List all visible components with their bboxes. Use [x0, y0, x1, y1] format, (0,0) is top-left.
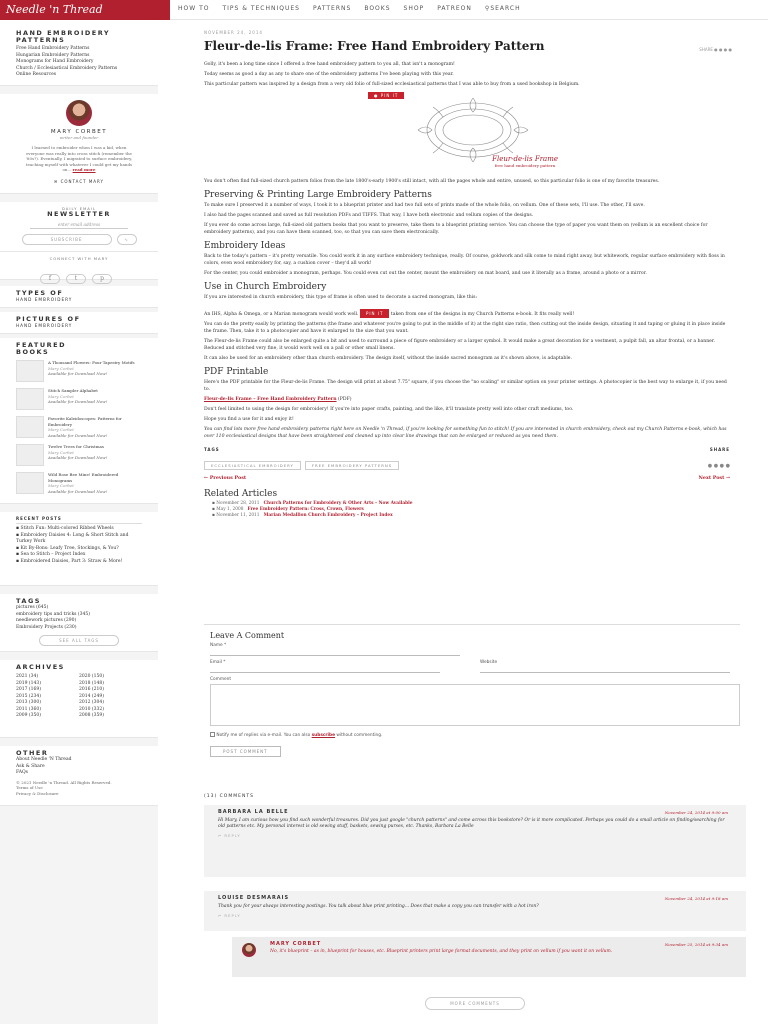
share-label: SHARE	[709, 447, 730, 452]
comment-date: November 24, 2014 at 9:18 am	[664, 896, 728, 901]
recent-post-link[interactable]: ▪ Sea to Stitch – Project Index	[16, 552, 86, 557]
featured-book[interactable]	[16, 444, 142, 466]
other-title: OTHER	[16, 749, 49, 757]
related-title-link[interactable]: Marian Medallion Church Embroidery – Project Index	[263, 513, 393, 518]
pattern-image	[374, 92, 558, 172]
comment-label: Comment	[210, 677, 232, 682]
email-input[interactable]	[210, 665, 440, 673]
paragraph: The Fleur-de-lis Frame could also be enlarged quite a bit and used to surround a piece of figure embroidery or a larger symbol. It would make a great decoration for a vestment, a pulpit fall, an altar frontal, or a banner. Reduced and stitched very fine, it would work well on a pall or other small linens.	[204, 339, 716, 351]
featured-book[interactable]	[16, 388, 142, 410]
pattern-caption: Fleur-de-lis Frame free hand embroidery pattern	[492, 155, 558, 168]
book-availability: Available for Download Now!	[48, 371, 108, 376]
other-link[interactable]: FAQs	[16, 770, 28, 775]
paragraph: You can find lots more free hand embroidery patterns right here on Needle 'n Thread, if you're looking for something fun to stitch! If you are interested in church embroidery, check out my Church Patterns e-book, which has over 110 ecclesiastical designs that have been straightened and cleaned up into clear line drawings that can be enlarged or reduced as you need them.	[204, 427, 727, 439]
name-input[interactable]	[210, 648, 460, 656]
book-availability: Available for Download Now!	[48, 455, 108, 460]
book-availability: Available for Download Now!	[48, 432, 108, 438]
nav-tips[interactable]: TIPS & TECHNIQUES	[222, 5, 300, 12]
paragraph: An IHS, Alpha & Omega, or a Marian monogram would work well. PIN IT taken from one of the designs in my Church Patterns e-book. It fits really well!	[204, 311, 575, 317]
paragraph: This particular pattern was inspired by a design from a very old folio of full-sized ecclesiastical patterns that I was able to buy from a used bookshop in Belgium.	[204, 82, 580, 87]
sidebar-patterns-panel	[0, 26, 158, 86]
tag-button[interactable]: FREE EMBROIDERY PATTERNS	[305, 461, 399, 470]
reply-link[interactable]: ↩ REPLY	[218, 833, 241, 839]
recent-posts-panel	[0, 512, 158, 586]
types-subtitle: HAND EMBROIDERY	[16, 297, 73, 302]
archives-panel	[0, 660, 158, 738]
privacy-link[interactable]: Privacy & Disclosure	[16, 790, 59, 796]
featured-title: FEATURED	[16, 341, 66, 349]
archives-title: ARCHIVES	[16, 663, 65, 671]
archive-link[interactable]: 2015 (234)	[16, 693, 41, 699]
archive-link[interactable]: 2012 (304)	[79, 700, 104, 705]
section-heading: PDF Printable	[204, 367, 269, 377]
website-input[interactable]	[480, 665, 730, 673]
newsletter-panel	[0, 202, 158, 252]
featured-book[interactable]	[16, 360, 142, 382]
pin-it-button[interactable]: PIN IT	[360, 309, 389, 318]
next-post-link[interactable]: Next Post →	[698, 475, 730, 481]
notify-row: Notify me of replies via e-mail. You can also subscribe without commenting.	[210, 732, 740, 738]
book-author: Mary Corbet	[48, 393, 74, 399]
author-name: MARY CORBET	[50, 129, 108, 135]
types-title: TYPES OF	[16, 289, 64, 297]
recent-post-link[interactable]: ▪ Embroidery Daisies 4: Long & Short Stitch and Turkey Work	[16, 532, 129, 544]
nav-search[interactable]: ⚲SEARCH	[484, 5, 521, 12]
pictures-title: PICTURES OF	[16, 315, 81, 323]
recent-post-link[interactable]: ▪ Stitch Fun: Multi-colored Ribbed Wheels	[16, 526, 114, 531]
archive-link[interactable]: 2017 (169)	[16, 687, 41, 692]
other-panel	[0, 746, 158, 806]
book-title: Stitch Sampler Alphabet	[48, 388, 98, 393]
comment	[204, 891, 746, 931]
sidebar-patterns-title: HAND EMBROIDERY PATTERNS	[16, 29, 111, 44]
nav-patreon[interactable]: PATREON	[437, 5, 472, 12]
featured-subtitle: BOOKS	[16, 348, 50, 356]
recent-title: RECENT POSTS	[16, 516, 142, 524]
rss-icon[interactable]: ∿	[117, 234, 137, 245]
pdf-download-link[interactable]: Fleur-de-lis Frame – Free Hand Embroidery Pattern	[204, 397, 337, 402]
paragraph: Golly, it's been a long time since I offered a free hand embroidery pattern to you all, that isn't a monogram!	[204, 62, 455, 67]
site-logo[interactable]: Needle 'n Thread	[0, 0, 170, 20]
search-icon: ⚲	[484, 5, 491, 12]
other-link[interactable]: About Needle 'N Thread	[16, 757, 72, 762]
paragraph: Hope you find a use for it and enjoy it!	[204, 417, 294, 422]
archive-link[interactable]: 2016 (210)	[79, 687, 104, 692]
paragraph: To make sure I preserved it a number of ways, I took it to a blueprint printer and had two full sets of prints made of the whole folio, on vellum. One of these sets, I'll use. The other, I'll save.	[204, 203, 645, 208]
section-heading: Embroidery Ideas	[204, 241, 286, 251]
related-title-link[interactable]: Free Embroidery Pattern: Cross, Crown, Flowers	[247, 507, 364, 512]
share-bar: SHARE ● ● ● ●	[699, 47, 732, 52]
tags-panel	[0, 594, 158, 652]
section-heading: Use in Church Embroidery	[204, 282, 327, 292]
book-author: Mary Corbet	[48, 449, 74, 455]
book-availability: Available for Download Now!	[48, 399, 108, 404]
comment-form	[182, 624, 768, 757]
email-input[interactable]: enter email address	[30, 222, 128, 229]
avatar	[242, 943, 256, 957]
terms-link[interactable]: Terms of Use	[16, 785, 43, 790]
pinterest-icon[interactable]: ●	[714, 47, 718, 52]
post-date: NOVEMBER 24, 2014	[204, 30, 263, 35]
book-title: A Thousand Flowers: Four Tapestry Motifs	[48, 360, 135, 365]
copyright: © 2021 Needle 'n Thread. All Rights Reserved.	[16, 779, 112, 785]
recent-post-link[interactable]: ▪ Kit By-Bons: Leafy Tree, Stockings, & You?	[16, 545, 119, 551]
name-label: Name *	[210, 643, 227, 648]
archive-link[interactable]: 2009 (350)	[16, 713, 41, 718]
archive-link[interactable]: 2018 (148)	[79, 680, 104, 686]
comment-reply	[232, 937, 746, 977]
notify-checkbox[interactable]	[210, 732, 215, 737]
book-cover	[16, 472, 44, 494]
nav-patterns[interactable]: PATTERNS	[312, 5, 352, 12]
comment-textarea[interactable]	[210, 684, 740, 726]
connect-panel	[0, 252, 158, 280]
related-article[interactable]: ▪ November 28, 2011 Church Patterns for Embroidery & Other Arts – Now Available	[212, 501, 413, 506]
tag-link[interactable]: needlework pictures (290)	[16, 618, 77, 623]
archive-link[interactable]: 2014 (249)	[79, 693, 104, 699]
tags-label: TAGS	[204, 447, 220, 452]
comment-author: BARBARA LA BELLE	[218, 809, 289, 815]
book-author: Mary Corbet	[48, 483, 74, 488]
reply-arrow-icon: ↩	[218, 913, 223, 919]
book-title: Twelve Trees for Christmas	[48, 444, 104, 449]
book-cover	[16, 416, 44, 438]
email-icon[interactable]: ●	[728, 47, 732, 52]
facebook-icon[interactable]: f	[40, 274, 60, 284]
archive-link[interactable]: 2021 (34)	[16, 674, 39, 679]
comment-author: MARY CORBET	[270, 941, 322, 947]
related-article[interactable]: ▪ May 1, 2008 Free Embroidery Pattern: Cross, Crown, Flowers	[212, 507, 364, 512]
paragraph: Today seems as good a day as any to share one of the embroidery patterns I've been playing with this year.	[204, 72, 454, 77]
pin-it-button[interactable]: ● PIN IT	[368, 92, 404, 99]
email-label: Email *	[210, 660, 226, 665]
tags-title: TAGS	[16, 597, 41, 605]
nav-books[interactable]: BOOKS	[364, 5, 391, 12]
tag-button[interactable]: ECCLESIASTICAL EMBROIDERY	[204, 461, 301, 470]
pinterest-icon[interactable]: p	[92, 274, 112, 284]
related-date: November 11, 2011	[216, 513, 260, 518]
comment-text: No, it's blueprint – as in, blueprint for houses, etc. Blueprint printers print large format documents, and they print on vellum if you want it on vellum.	[270, 949, 613, 954]
paragraph: Back to the today's pattern – it's pretty versatile. You could work it in any surface embroidery technique, really. Of course, goldwork and silk come to mind right away, but whitework, regular surface embroidery with floss in colors, even wool embroidery for, say, a cushion cover – they'd all work!	[204, 254, 725, 266]
comment-date: November 25, 2014 at 9:34 am	[664, 942, 728, 947]
comment-author: LOUISE DESMARAIS	[218, 895, 290, 901]
paragraph: Here's the PDF printable for the Fleur-de-lis Frame. The design will print at about 7.75" square, if you choose the "no scaling" or similar option on your printer settings. A photocopier is the best way to enlarge it, if you need to.	[204, 380, 727, 392]
archive-link[interactable]: 2020 (150)	[79, 674, 104, 679]
featured-book[interactable]	[16, 416, 142, 438]
book-author: Mary Corbet	[48, 427, 74, 432]
other-link[interactable]: Ask & Share	[16, 763, 45, 769]
post-title: Fleur-de-lis Frame: Free Hand Embroidery Pattern	[204, 39, 545, 53]
book-cover	[16, 388, 44, 410]
paragraph: For the center, you could embroider a monogram, perhaps. You could even cut out the center, mount the embroidery on mat board, and use it literally as a frame, around a photo or a mirror.	[204, 271, 647, 276]
related-date: November 28, 2011	[216, 501, 260, 506]
comment-text: Hi Mary, I am curious how you find such wonderful treasures. Did you just google "church patterns" and come across this bookstore? Or is it more complicated. Perhaps you could do a small article on finding/searching for old patterns etc. My personal interest is old sewing stuff, baskets, sewing purses, etc. Thanks, Barbara La Belle	[218, 818, 725, 830]
facebook-icon[interactable]: ●	[718, 47, 723, 52]
previous-post-link[interactable]: ← Previous Post	[204, 475, 247, 481]
pictures-panel[interactable]	[0, 312, 158, 334]
paragraph: I also had the pages scanned and saved as full resolution PDFs and TIFFS. That way, I have both electronic and vellum copies of the designs.	[204, 213, 534, 218]
main-content	[182, 26, 768, 1024]
twitter-icon[interactable]: t	[66, 274, 86, 284]
newsletter-title: NEWSLETTER	[47, 210, 111, 218]
book-cover	[16, 444, 44, 466]
section-heading: Preserving & Printing Large Embroidery Patterns	[204, 190, 432, 200]
comment-text: Thank you for your always interesting postings. You talk about blue print printing... Does that make a copy you can transfer with a hot iron?	[218, 904, 539, 909]
sidebar-link[interactable]: Church / Ecclesiastical Embroidery Patterns	[16, 65, 118, 71]
sidebar	[0, 26, 158, 1024]
archive-link[interactable]: 2008 (359)	[79, 713, 104, 718]
book-cover	[16, 360, 44, 382]
archive-link[interactable]: 2019 (143)	[16, 680, 41, 686]
reply-arrow-icon: ↩	[218, 833, 223, 839]
comments-section	[182, 794, 768, 1010]
top-navigation-bar	[0, 0, 768, 20]
archive-link[interactable]: 2013 (300)	[16, 700, 41, 705]
reply-link[interactable]: ↩ REPLY	[218, 913, 241, 919]
pdf-link-line: Fleur-de-lis Frame – Free Hand Embroidery Pattern (PDF)	[204, 397, 352, 402]
envelope-icon: ✉	[53, 178, 59, 184]
paragraph: If you are interested in church embroidery, this type of frame is often used to decorate a sacred monogram, like this:	[204, 295, 478, 300]
book-title: Favorite Kaleidoscopes: Patterns for Embroidery	[48, 416, 122, 427]
related-article[interactable]: ▪ November 11, 2011 Marian Medallion Church Embroidery – Project Index	[212, 513, 393, 518]
author-bio: I learned to embroider when I was a kid, when everyone was really into cross stitch (remember the '80s?). Eventually, I migrated to surface embroidery, teaching myself with whatever I could get my hands on... read more	[25, 145, 133, 172]
sidebar-link[interactable]: Online Resources	[16, 72, 57, 77]
tag-link[interactable]: Embroidery Projects (230)	[16, 624, 77, 630]
book-availability: Available for Download Now!	[48, 488, 108, 494]
paragraph: You can do the pretty easily by printing the patterns (the frame and whatever you're going to put in the middle of it) at the right size ratio, then cutting out the inside design, situating it and taping or gluing it in place inside the frame. Then, take it to a photocopier and have it enlarged to the size that you want.	[204, 322, 726, 334]
nav-shop[interactable]: SHOP	[403, 5, 425, 12]
article	[182, 26, 752, 519]
related-date: May 1, 2008	[216, 507, 244, 512]
read-more-link[interactable]: read more	[72, 167, 96, 172]
recent-post-link[interactable]: ▪ Embroidered Daisies, Part 3: Straw & More!	[16, 558, 123, 564]
paragraph: Don't feel limited to using the design for embroidery! If you're into paper crafts, painting, and the like, it'll translate pretty well into other craft mediums, too.	[204, 407, 574, 412]
tags-share-row	[182, 443, 752, 471]
newsletter-small-label: DAILY EMAIL	[61, 206, 97, 211]
comments-count: (13) COMMENTS	[204, 794, 254, 799]
comment	[204, 805, 746, 877]
nav-how-to[interactable]: HOW TO	[178, 5, 210, 12]
book-author: Mary Corbet	[48, 365, 74, 371]
featured-books-panel	[0, 338, 158, 504]
see-all-tags-button[interactable]: SEE ALL TAGS	[39, 635, 119, 646]
subscribe-link[interactable]: subscribe	[311, 733, 336, 738]
tag-link[interactable]: embroidery tips and tricks (345)	[16, 611, 91, 617]
main-nav	[178, 5, 521, 12]
subscribe-button[interactable]: SUBSCRIBE	[22, 234, 112, 245]
avatar	[66, 100, 92, 126]
website-label: Website	[480, 660, 498, 665]
related-title: Related Articles	[204, 489, 278, 499]
tag-link[interactable]: pictures (645)	[16, 605, 49, 610]
related-title-link[interactable]: Church Patterns for Embroidery & Other Arts – Now Available	[263, 501, 413, 506]
post-navigation	[182, 471, 752, 485]
connect-title: CONNECT WITH MARY	[49, 256, 109, 261]
types-panel[interactable]	[0, 286, 158, 308]
archive-link[interactable]: 2011 (360)	[16, 706, 41, 712]
pinterest-icon: ●	[374, 93, 379, 98]
post-comment-button[interactable]: POST COMMENT	[210, 746, 281, 757]
sidebar-link[interactable]: Monograms for Hand Embroidery	[16, 59, 94, 64]
featured-book[interactable]	[16, 472, 142, 494]
sidebar-link[interactable]: Hungarian Embroidery Patterns	[16, 52, 90, 58]
pictures-subtitle: HAND EMBROIDERY	[16, 323, 73, 328]
comment-date: November 24, 2014 at 9:00 am	[664, 810, 728, 815]
book-title: Wild Rose Bee Mine! Embroidered Monograms	[48, 472, 119, 483]
archive-link[interactable]: 2010 (332)	[79, 706, 104, 712]
comment-form-title: Leave A Comment	[210, 631, 285, 640]
paragraph: It can also be used for an embroidery other than church embroidery. The design itself, without the inside sacred monogram as it's shown above, is adaptable.	[204, 356, 572, 361]
twitter-icon[interactable]: ●	[723, 47, 728, 52]
more-comments-button[interactable]: MORE COMMENTS	[425, 997, 525, 1010]
social-share-icons[interactable]: ● ● ● ●	[707, 463, 730, 469]
paragraph: You don't often find full-sized church pattern folios from the late 1800's-early 1900's still intact, with all the pages whole and entire, unused, so this particular folio is one of my favorite treasures.	[204, 179, 660, 184]
author-role: writer and founder	[59, 135, 99, 140]
sidebar-link[interactable]: Free Hand Embroidery Patterns	[16, 46, 90, 51]
paragraph: If you ever do come across large, full-sized old pattern books that you want to preserve, take them to a blueprint printing service. You can choose the type of paper you want them on (vellum is an excellent choice for embroidery patterns), and you can have them scanned, too, so that you can save them electronically.	[204, 223, 708, 235]
contact-mary-link[interactable]: ✉ CONTACT MARY	[53, 178, 105, 184]
author-panel	[0, 94, 158, 194]
